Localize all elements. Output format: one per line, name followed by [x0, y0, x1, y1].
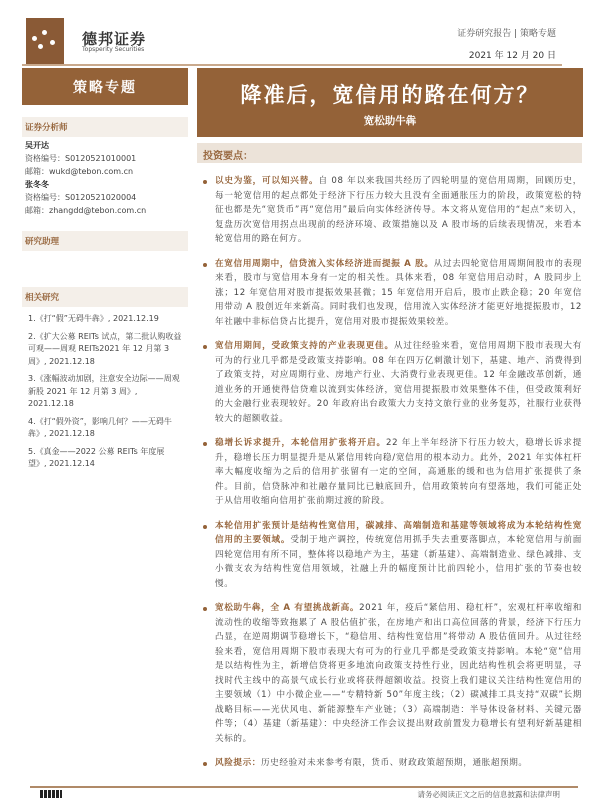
key-point: [200, 601, 582, 746]
key-point: [200, 257, 582, 330]
key-point-head: 在宽信用周期中，信贷流入实体经济进而提振 A 股。: [215, 258, 434, 269]
footer-divider: [30, 786, 578, 788]
analyst-heading: 证券分析师: [22, 117, 188, 137]
key-point: [200, 174, 582, 247]
key-point-head: 以史为鉴，可以知兴替。: [215, 176, 319, 186]
analyst-name: 张冬冬: [25, 180, 49, 189]
sidebar: [22, 68, 188, 476]
related-list: [22, 307, 188, 471]
related-item[interactable]: 2.《扩大公募 REITs 试点，第二批认购收益可观——周观 REITs2021 年 12 月第 3 周》, 2021.12.18: [28, 331, 182, 366]
key-point: [200, 339, 582, 426]
report-title: 降准后，宽信用的路在何方？: [240, 83, 540, 107]
related-item[interactable]: 4.《打“假外资”，影响几何？——无碍牛犇》, 2021.12.18: [28, 416, 172, 438]
report-date: 2021 年 12 月 20 日: [468, 51, 556, 61]
key-point-body: 2021 年，疫后“紧信用、稳杠杆”，宏观杠杆率收缩和流动性的收缩等致拖累了 A 股估值扩张，在房地产和出口高位回落的背景，经济下行压力凸显，在逆周期调节稳增长下，“稳信用、结构性宽信用”将带动 A 股估值回升。从过往经验来看，宽信用周期下股市表现大有可为的行业几乎都是受政策支持影响。本轮“宽”信用是以结构性为主，新增信贷将更多地流向政策支持性行业，因此结构性机会将更明显，寻找时代主线中的高景气成长行业或将获得超额收益。投资上我们建议关注结构性宽信用的主要领域（1）中小微企业——“专精特新 50”年度主线；（2）碳减排工具支持“双碳”长期战略目标——光伏风电、新能源整车产业链；（3）高端制造：半导体设备材料、关键元器件等；（4）基建（新基建）：中央经济工作会议提出财政前置发力稳增长有望利好新基建相关标的。: [215, 603, 582, 744]
brand-name: 德邦证券: [82, 30, 147, 48]
key-point-body: 从过去四轮宽信用周期间股市的表现来看，股市与宽信用本身有一定的相关性。具体来看，08 年宽信用启动时，A 股同步上涨；12 年宽信用对股市提振效果甚微；15 年宽信用开启后，股市止跌企稳；20 年宽信用带动 A 股创近年来新高。同时我们也发现，信用流入实体经济才能更好地提振股市，12 年社融中非标信贷占比提升，宽信用对股市提振效果较差。: [215, 258, 582, 327]
related-item[interactable]: 1.《打“假”无碍牛犇》, 2021.12.19: [28, 314, 159, 323]
key-point-body: 22 年上半年经济下行压力较大，稳增长诉求提升，稳增长压力明显提升是从紧信用转向稳/宽信用的根本动力。此外，2021 年实体杠杆率大幅度收缩为之后的信用扩张留有一定的空间，高通胀的缓和也为信用扩张提供了条件。目前，信贷脉冲和社融存量同比已触底回升，信用政策转向有望落地，我们可能正处于从信用收缩向信用扩张前期过渡的阶段。: [215, 438, 582, 506]
qr-code-icon: [40, 790, 62, 798]
report-subtitle: 宽松助牛犇: [363, 115, 417, 127]
brand-name-en: Topsperity Securities: [82, 46, 145, 53]
footer-disclaimer: 请务必阅读正文之后的信息披露和法律声明: [417, 790, 560, 799]
analyst-cert: 资格编号：S0120521020004: [25, 193, 137, 202]
key-point-head: 宽信用期间，受政策支持的产业表现更佳。: [215, 341, 394, 351]
company-logo: [26, 18, 64, 64]
analyst-cert: 资格编号：S0120521010001: [25, 154, 137, 163]
key-point-body: 自 08 年以来我国共经历了四轮明显的宽信用周期，回顾历史，每一轮宽信用的起点都处于经济下行压力较大且没有全面通胀压力的阶段，政策宽松的特征也都是先“宽货币”再“宽信用”最后向实体经济传导。本文将从宽信用的“起点”来切入，复盘历次宽信用拐点出现前的经济环境、政策措施以及 A 股市场的后续表现情况，来看本轮宽信用的路在何方。: [215, 176, 582, 244]
analyst-email[interactable]: 邮箱：zhangdd@tebon.com.cn: [25, 206, 147, 215]
key-point-head: 本轮信用扩张预计是结构性宽信用，碳减排、高端制造和基建等领域将成为本轮结构性宽信用的主要领域。: [215, 520, 582, 545]
key-point-head: 稳增长诉求提升，本轮信用扩张将开启。: [215, 438, 387, 448]
key-point-head: 宽松助牛犇，全 A 有望挑战新高。: [215, 603, 360, 613]
key-point-head: 风险提示：: [215, 758, 261, 768]
analyst-email[interactable]: 邮箱：wukd@tebon.com.cn: [25, 167, 134, 176]
key-point-body: 受制于地产调控，传统宽信用抓手失去重要落脚点，本轮宽信用与前面四轮宽信用有所不同，整体将以稳地产为主，基建（新基建）、高端制造业、绿色减排、支小微支农为结构性宽信用领域，社融上升的幅度预计比前四轮小，信用扩张的节奏也较慢。: [215, 535, 582, 589]
related-item[interactable]: 3.《涨幅波动加剧，注意安全边际——周观新股 2021 年 12 月第 3 周》, 2021.12.18: [28, 374, 180, 408]
category-label: 策略专题: [22, 68, 188, 105]
header-divider: [22, 64, 562, 66]
analyst-list: [22, 137, 188, 219]
key-points: [200, 174, 582, 781]
related-heading: 相关研究: [22, 287, 188, 307]
report-type: 证券研究报告 | 策略专题: [457, 29, 556, 39]
key-point-body: 历史经验对未来参考有限，货币、财政政策超预期，通胀超预期。: [260, 758, 528, 768]
analyst-name: 吴开达: [25, 141, 49, 150]
key-point-body: 从过往经验来看，宽信用周期下股市表现大有可为的行业几乎都是受政策支持影响。08 年在四万亿刺激计划下，基建、地产、消费得到了政策支持，对应周期行业、房地产行业、大消费行业表现更佳。12 年金融改革创新，通道业务的开通使得信贷难以流到实体经济，宽信用提振股市效果整体不佳，但受政策利好的大金融行业表现较好。20 年政府出台政策大力支持文旅行业的业务复苏，社服行业获得较大的超额收益。: [215, 341, 582, 424]
related-item[interactable]: 5.《真金——2022 公募 REITs 年度展望》, 2021.12.14: [28, 446, 165, 468]
assistant-heading: 研究助理: [22, 231, 188, 251]
key-point: [200, 519, 582, 592]
key-points-heading: 投资要点：: [197, 143, 582, 163]
risk-warning: [200, 756, 582, 771]
title-box: [197, 68, 583, 137]
key-point: [200, 436, 582, 509]
